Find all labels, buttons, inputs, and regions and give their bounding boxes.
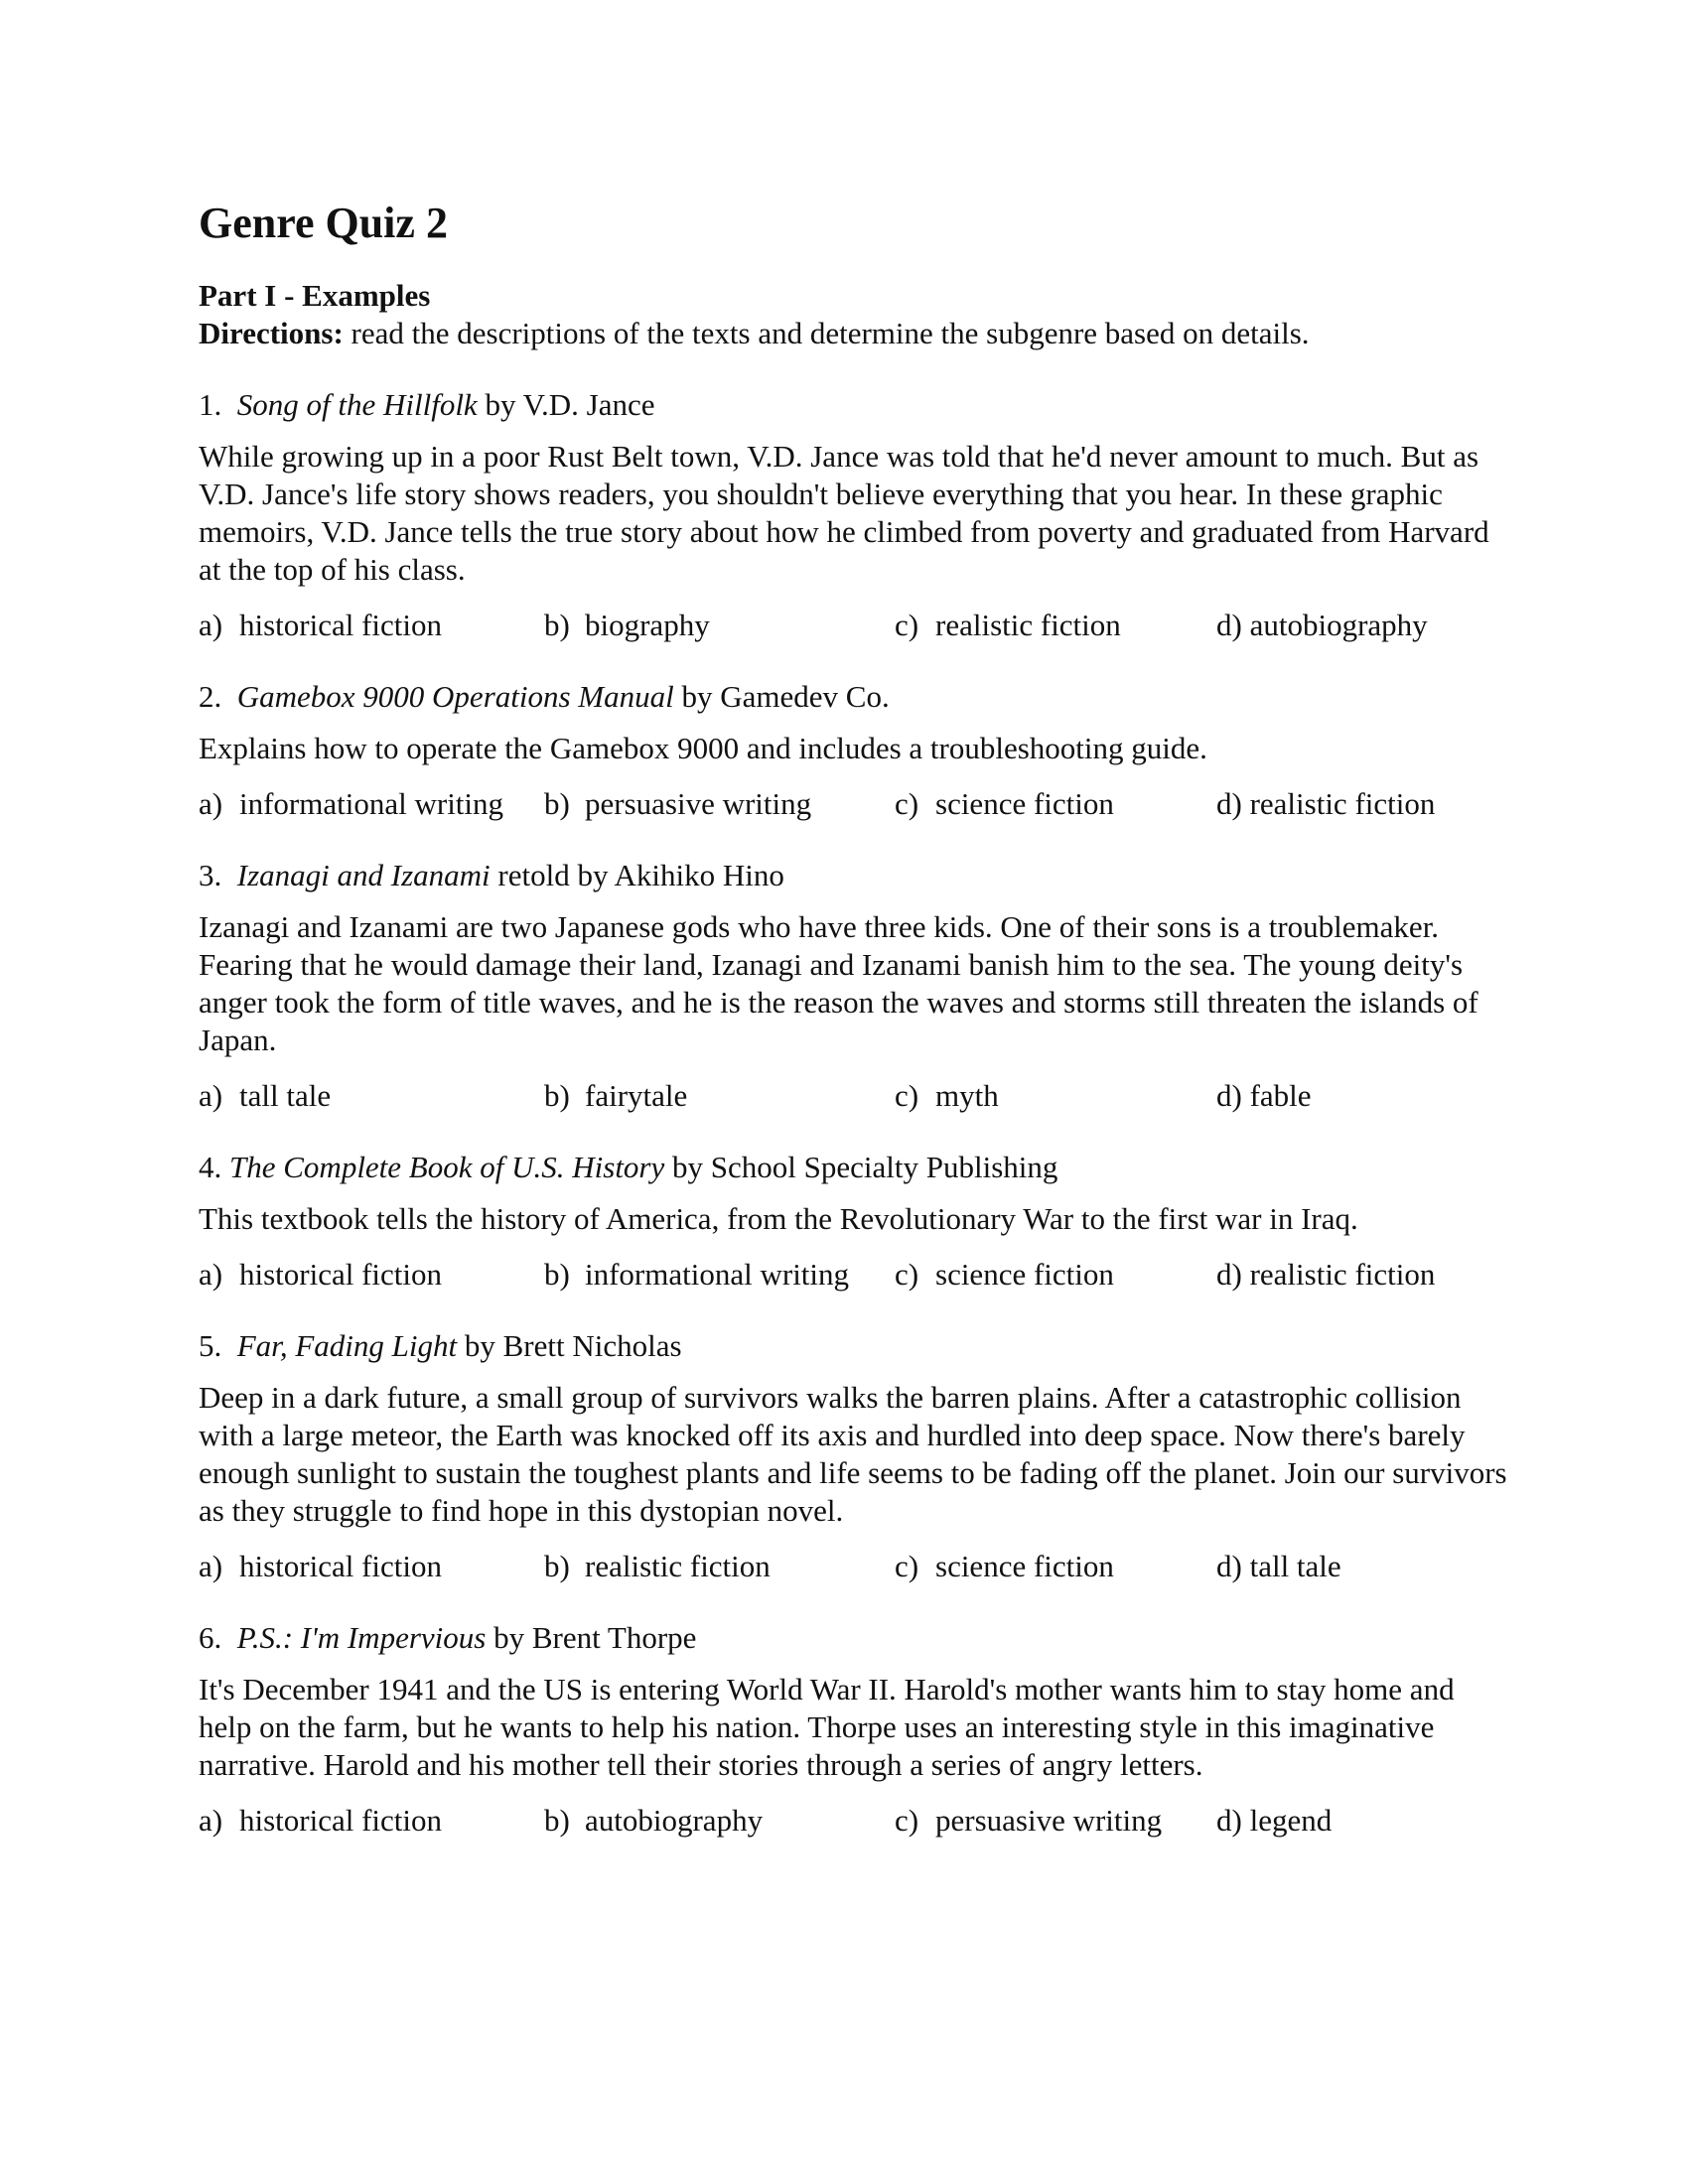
choice-d[interactable]	[1216, 1802, 1509, 1840]
choice-letter: d)	[1216, 1078, 1242, 1113]
choice-letter: d)	[1216, 608, 1242, 642]
choice-letter: d)	[1216, 1549, 1242, 1583]
choice-letter: a)	[199, 1257, 223, 1292]
question-number: 5.	[199, 1328, 222, 1363]
choice-b[interactable]	[544, 1077, 895, 1115]
choice-text: autobiography	[1249, 608, 1428, 642]
choice-d[interactable]	[1216, 1256, 1509, 1294]
choice-text: realistic fiction	[935, 608, 1121, 642]
choice-b[interactable]	[544, 1802, 895, 1840]
choice-a[interactable]	[199, 1548, 544, 1585]
question-1	[199, 386, 1509, 644]
choice-text: realistic fiction	[1249, 1257, 1436, 1292]
choice-letter: d)	[1216, 786, 1242, 821]
question-title: Song of the Hillfolk	[236, 387, 478, 422]
choice-letter: b)	[544, 1549, 570, 1583]
choice-letter: a)	[199, 1078, 223, 1113]
question-header	[199, 1619, 1509, 1657]
answer-choices	[199, 1802, 1509, 1840]
question-description: This textbook tells the history of America, from the Revolutionary War to the first war in Iraq.	[199, 1201, 1358, 1236]
choice-text: realistic fiction	[585, 1549, 771, 1583]
question-4	[199, 1149, 1509, 1294]
choice-text: informational writing	[585, 1257, 850, 1292]
choice-letter: a)	[199, 608, 223, 642]
question-number: 1.	[199, 387, 222, 422]
choice-letter: c)	[895, 1078, 919, 1113]
question-description: While growing up in a poor Rust Belt town, V.D. Jance was told that he'd never amount to much. But as V.D. Jance's life story shows readers, you shouldn't believe everything that you hear. In these graphic memoirs, V.D. Jance tells the true story about how he climbed from poverty and graduated from Harvard at the top of his class.	[199, 439, 1489, 587]
question-header	[199, 1149, 1509, 1186]
question-byline: by Brent Thorpe	[486, 1620, 697, 1655]
choice-letter: c)	[895, 1803, 919, 1838]
question-title: The Complete Book of U.S. History	[229, 1150, 665, 1184]
choice-c[interactable]	[895, 785, 1216, 823]
question-title: Gamebox 9000 Operations Manual	[236, 679, 674, 714]
answer-choices	[199, 1077, 1509, 1115]
choice-text: autobiography	[585, 1803, 764, 1838]
choice-a[interactable]	[199, 785, 544, 823]
choice-letter: a)	[199, 1803, 223, 1838]
question-header	[199, 857, 1509, 894]
part-heading: Part I - Examples	[199, 278, 431, 313]
choice-text: historical fiction	[239, 1257, 443, 1292]
choice-text: science fiction	[935, 1549, 1114, 1583]
choice-text: legend	[1249, 1803, 1333, 1838]
question-header	[199, 386, 1509, 424]
choice-letter: c)	[895, 786, 919, 821]
choice-b[interactable]	[544, 785, 895, 823]
choice-letter: c)	[895, 608, 919, 642]
choice-c[interactable]	[895, 1802, 1216, 1840]
question-number: 6.	[199, 1620, 222, 1655]
question-title: Far, Fading Light	[236, 1328, 458, 1363]
choice-a[interactable]	[199, 1802, 544, 1840]
answer-choices	[199, 1256, 1509, 1294]
question-header	[199, 1327, 1509, 1365]
choice-text: tall tale	[239, 1078, 332, 1113]
choice-text: realistic fiction	[1249, 786, 1436, 821]
directions	[199, 315, 1509, 352]
choice-c[interactable]	[895, 1256, 1216, 1294]
choice-c[interactable]	[895, 1548, 1216, 1585]
choice-letter: a)	[199, 786, 223, 821]
question-3	[199, 857, 1509, 1115]
choice-letter: b)	[544, 1803, 570, 1838]
choice-text: historical fiction	[239, 608, 443, 642]
question-byline: by V.D. Jance	[477, 387, 655, 422]
question-number: 3.	[199, 858, 222, 892]
choice-b[interactable]	[544, 1548, 895, 1585]
choice-d[interactable]	[1216, 1548, 1509, 1585]
choice-d[interactable]	[1216, 607, 1509, 644]
choice-text: science fiction	[935, 1257, 1114, 1292]
question-2	[199, 678, 1509, 823]
question-6	[199, 1619, 1509, 1840]
question-number: 4.	[199, 1150, 222, 1184]
directions-label: Directions:	[199, 316, 344, 350]
choice-text: historical fiction	[239, 1549, 443, 1583]
choice-letter: c)	[895, 1257, 919, 1292]
quiz-page	[199, 194, 1509, 1840]
choice-text: persuasive writing	[585, 786, 812, 821]
question-byline: by School Specialty Publishing	[664, 1150, 1058, 1184]
choice-b[interactable]	[544, 1256, 895, 1294]
choice-letter: b)	[544, 608, 570, 642]
choice-letter: a)	[199, 1549, 223, 1583]
page-title: Genre Quiz 2	[199, 199, 448, 247]
choice-a[interactable]	[199, 607, 544, 644]
choice-a[interactable]	[199, 1077, 544, 1115]
question-title: P.S.: I'm Impervious	[236, 1620, 487, 1655]
choice-b[interactable]	[544, 607, 895, 644]
choice-text: science fiction	[935, 786, 1114, 821]
choice-text: myth	[935, 1078, 999, 1113]
question-description: It's December 1941 and the US is entering World War II. Harold's mother wants him to stay home and help on the farm, but he wants to help his nation. Thorpe uses an interesting style in this imaginative narrative. Harold and his mother tell their stories through a series of angry letters.	[199, 1672, 1455, 1782]
choice-letter: b)	[544, 1078, 570, 1113]
choice-letter: b)	[544, 786, 570, 821]
choice-text: tall tale	[1249, 1549, 1341, 1583]
choice-text: persuasive writing	[935, 1803, 1163, 1838]
question-description: Deep in a dark future, a small group of survivors walks the barren plains. After a catastrophic collision with a large meteor, the Earth was knocked off its axis and hurdled into deep space. Now there's barely enough sunlight to sustain the toughest plants and life seems to be fading off the planet. Join our survivors as they struggle to find hope in this dystopian novel.	[199, 1380, 1507, 1528]
question-byline: retold by Akihiko Hino	[490, 858, 784, 892]
choice-letter: d)	[1216, 1803, 1242, 1838]
question-byline: by Brett Nicholas	[457, 1328, 682, 1363]
choice-letter: b)	[544, 1257, 570, 1292]
choice-d[interactable]	[1216, 1077, 1509, 1115]
question-header	[199, 678, 1509, 716]
question-title: Izanagi and Izanami	[236, 858, 491, 892]
question-byline: by Gamedev Co.	[673, 679, 890, 714]
choice-text: fable	[1249, 1078, 1312, 1113]
choice-text: informational writing	[239, 786, 504, 821]
answer-choices	[199, 607, 1509, 644]
choice-a[interactable]	[199, 1256, 544, 1294]
directions-text: read the descriptions of the texts and determine the subgenre based on details.	[343, 316, 1310, 350]
question-description: Explains how to operate the Gamebox 9000 and includes a troubleshooting guide.	[199, 731, 1207, 765]
choice-c[interactable]	[895, 1077, 1216, 1115]
choice-text: historical fiction	[239, 1803, 443, 1838]
choice-text: fairytale	[585, 1078, 688, 1113]
choice-d[interactable]	[1216, 785, 1509, 823]
answer-choices	[199, 1548, 1509, 1585]
choice-letter: c)	[895, 1549, 919, 1583]
answer-choices	[199, 785, 1509, 823]
question-5	[199, 1327, 1509, 1585]
choice-letter: d)	[1216, 1257, 1242, 1292]
question-number: 2.	[199, 679, 222, 714]
question-description: Izanagi and Izanami are two Japanese gods who have three kids. One of their sons is a troublemaker. Fearing that he would damage their land, Izanagi and Izanami banish him to the sea. The young deity's anger took the form of title waves, and he is the reason the waves and storms still threaten the islands of Japan.	[199, 909, 1478, 1057]
choice-text: biography	[585, 608, 710, 642]
choice-c[interactable]	[895, 607, 1216, 644]
